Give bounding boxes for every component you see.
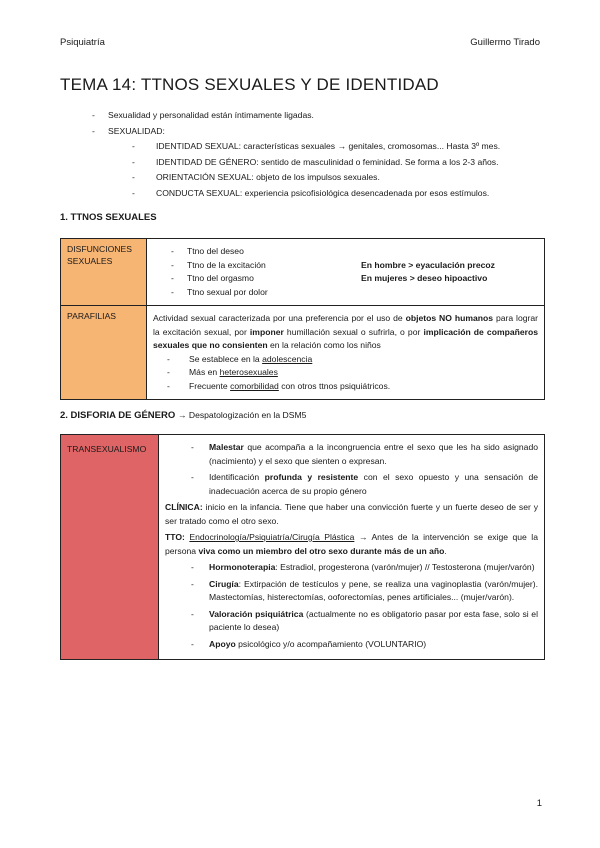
text: que acompaña a la incongruencia entre el sexo que les ha sido asignado (nacimiento) y el sexo que sienten o expresan.: [209, 442, 539, 466]
parafilias-definition: [153, 312, 538, 353]
text: (actualmente no es obligatorio pasar por esta fase, solo si el paciente lo desea): [209, 608, 538, 632]
list-item: - Frecuente comorbilidad con otros ttnos psiquiátricos.: [167, 380, 391, 391]
header-subject: Psiquiatría: [60, 37, 105, 48]
list-item: - Ttno sexual por dolor: [171, 286, 268, 297]
list-item-text: SEXUALIDAD:: [108, 125, 165, 136]
text: Apoyo: [209, 638, 236, 649]
tto-paragraph: [165, 531, 538, 558]
text: viva como un miembro del otro sexo durante más de un año: [198, 545, 445, 556]
list-item: - ORIENTACIÓN SEXUAL: objeto de los impulsos sexuales.: [132, 172, 380, 182]
section-heading: [60, 410, 306, 421]
text: en la relación como los niños: [270, 340, 381, 350]
list-item: - CONDUCTA SEXUAL: experiencia psicofisiológica desencadenada por esos estímulos.: [132, 187, 490, 198]
list-item: - Sexualidad y personalidad están íntimamente ligadas.: [92, 110, 314, 120]
text: con otros ttnos psiquiátricos.: [281, 380, 391, 391]
list-item-text: Ttno sexual por dolor: [187, 286, 268, 297]
text: psicológico y/o acompañamiento (VOLUNTARIO): [238, 638, 427, 649]
page-title: TEMA 14: TTNOS SEXUALES Y DE IDENTIDAD: [60, 75, 439, 94]
text: Identificación: [209, 472, 260, 482]
table-row: [61, 306, 545, 400]
parafilias-label: PARAFILIAS: [61, 306, 147, 400]
list-item: - Valoración psiquiátrica (actualmente no es obligatorio pasar por esta fase, solo si el paciente lo desea): [191, 608, 538, 632]
list-item: - Más en heterosexuales: [167, 367, 278, 377]
text: con el sexo opuesto y una sensación de inadecuación acerca de su propio género: [209, 472, 539, 496]
parafilias-content: [147, 306, 545, 400]
list-item: - Identificación profunda y resistente con el sexo opuesto y una sensación de inadecuación acerca de su propio género: [191, 472, 539, 496]
male-note: En hombre > eyaculación precoz: [361, 259, 495, 270]
table-row: [61, 435, 545, 660]
gender-dysphoria-table: [60, 434, 545, 660]
text: TTO:: [165, 532, 185, 542]
text: : Estradiol, progesterona (varón/mujer) // Testosterona (mujer/varón): [275, 562, 535, 572]
text: Se establece en la: [189, 353, 260, 364]
intro-list: [60, 108, 550, 201]
text: comorbilidad: [230, 380, 279, 391]
text: profunda y resistente: [264, 472, 359, 482]
text: objetos NO humanos: [405, 313, 494, 323]
list-item-text: Ttno de la excitación: [187, 259, 266, 270]
text: : Extirpación de testículos y pene, se realiza una vaginoplastia (varón/mujer). Mastectomías, histerectomías, ooforectomías, penes artificiales... (mujer/varón).: [209, 578, 538, 602]
text: Cirugía: [209, 578, 239, 589]
header-author: Guillermo Tirado: [470, 37, 540, 48]
list-item: - Apoyo psicológico y/o acompañamiento (VOLUNTARIO): [191, 638, 427, 649]
text: Frecuente: [189, 380, 228, 391]
list-item-text: ORIENTACIÓN SEXUAL: objeto de los impulsos sexuales.: [156, 172, 380, 182]
clinica-paragraph: [165, 501, 538, 528]
text: implicación de compañeros sexuales que no consienten: [153, 326, 539, 350]
page-number: 1: [536, 798, 542, 809]
text: → Antes de la intervención se exige que la persona: [165, 532, 538, 556]
list-item: - Se establece en la adolescencia: [167, 353, 313, 364]
text: heterosexuales: [219, 367, 278, 377]
text: para lograr la excitación sexual, por: [153, 313, 539, 337]
text: Endocrinología/Psiquiatría/Cirugía Plástica: [189, 532, 355, 542]
list-item: - IDENTIDAD DE GÉNERO: sentido de masculinidad o feminidad. Se forma a los 2-3 años.: [132, 156, 499, 167]
disfunciones-label: DISFUNCIONES SEXUALES: [61, 239, 147, 306]
list-item-text: IDENTIDAD SEXUAL: características sexuales → genitales, cromosomas... Hasta 3º mes.: [156, 141, 501, 151]
sexual-disorders-table: [60, 238, 545, 400]
transexualismo-content: [159, 435, 545, 660]
text: humillación sexual o sufrirla, o por: [286, 326, 421, 337]
section-title: 2. DISFORIA DE GÉNERO: [60, 410, 176, 421]
list-item-text: Ttno del deseo: [187, 246, 244, 256]
list-item: - Hormonoterapia: Estradiol, progesterona (varón/mujer) // Testosterona (mujer/varón): [191, 562, 535, 572]
text: Actividad sexual caracterizada por una preferencia por el uso de: [153, 313, 403, 323]
list-item: - Cirugía: Extirpación de testículos y pene, se realiza una vaginoplastia (varón/mujer). Mastectomías, histerectomías, ooforectomías, penes artificiales... (mujer/varón).: [191, 578, 538, 602]
list-item: - Ttno del orgasmo En mujeres > deseo hipoactivo: [153, 272, 538, 286]
list-item: - IDENTIDAD SEXUAL: características sexuales → genitales, cromosomas... Hasta 3º mes.: [132, 141, 501, 151]
table-row: [61, 239, 545, 306]
list-item-text: IDENTIDAD DE GÉNERO: sentido de masculinidad o feminidad. Se forma a los 2-3 años.: [156, 156, 499, 167]
list-item-text: Ttno del orgasmo: [187, 273, 254, 283]
female-note: En mujeres > deseo hipoactivo: [361, 273, 488, 283]
text: imponer: [249, 326, 284, 337]
transexualismo-label: TRANSEXUALISMO: [61, 435, 159, 660]
section-note: → Despatologización en la DSM5: [177, 410, 307, 420]
text: Hormonoterapia: [209, 562, 276, 572]
text: inicio en la infancia. Tiene que haber una convicción fuerte y un fuerte deseo de ser y ser tratado como el otro sexo.: [165, 502, 539, 526]
text: CLÍNICA:: [165, 502, 203, 512]
text: Valoración psiquiátrica: [209, 608, 304, 619]
list-item: - Malestar que acompaña a la incongruencia entre el sexo que les ha sido asignado (nacimiento) y el sexo que sienten o expresan.: [191, 442, 539, 466]
text: .: [444, 545, 447, 556]
section-heading: 1. TTNOS SEXUALES: [60, 212, 157, 223]
list-item-text: CONDUCTA SEXUAL: experiencia psicofisiológica desencadenada por esos estímulos.: [156, 187, 490, 198]
list-item: - Ttno de la excitación En hombre > eyaculación precoz: [153, 259, 538, 273]
list-item: - SEXUALIDAD:: [92, 125, 165, 136]
list-item: - Ttno del deseo: [171, 246, 244, 256]
list-item-text: Sexualidad y personalidad están íntimamente ligadas.: [108, 110, 314, 120]
text: Más en: [189, 367, 218, 377]
text: Malestar: [209, 442, 244, 452]
text: adolescencia: [262, 353, 313, 364]
disfunciones-content: [147, 239, 545, 306]
